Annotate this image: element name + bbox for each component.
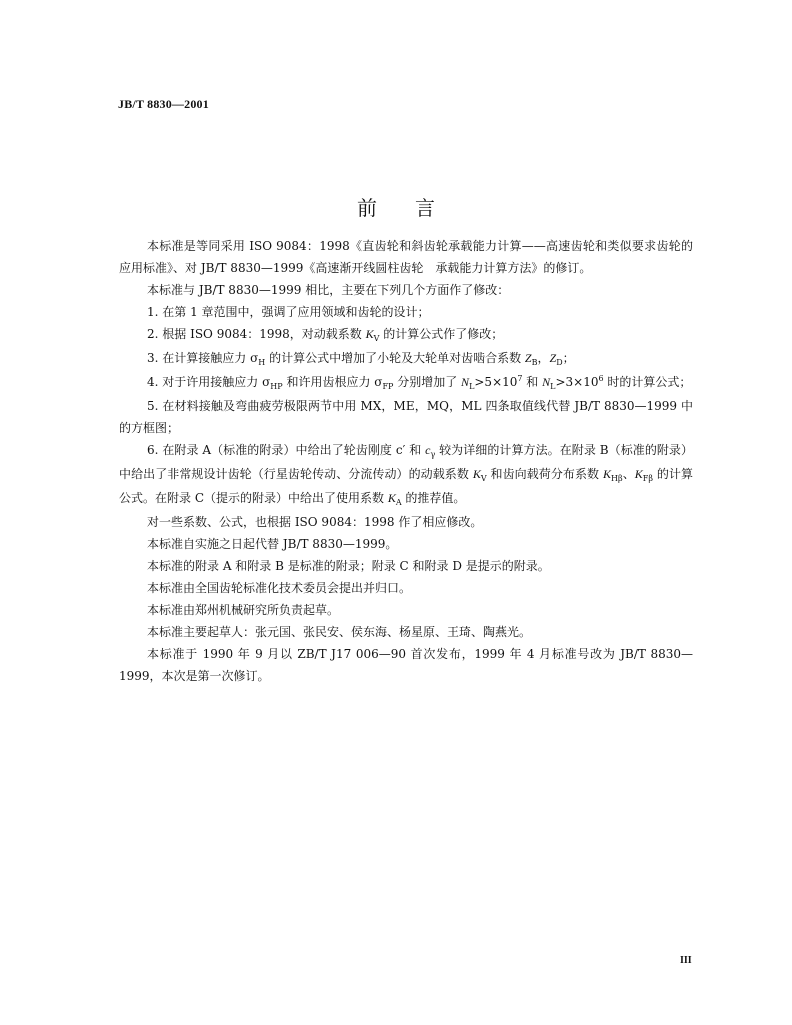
preface-body bbox=[119, 235, 693, 687]
list-item-3: 3. 在计算接触应力 $\sigma_H$ 的计算公式中增加了小轮及大轮单对齿啮合系数 $Z_B$，$Z_D$； bbox=[147, 351, 575, 367]
paragraph-3: 对一些系数、公式，也根据 ISO 9084：1998 作了相应修改。 bbox=[147, 515, 483, 529]
paragraph-2: 本标准与 JB/T 8830—1999 相比，主要在下列几个方面作了修改： bbox=[147, 283, 510, 297]
list-item-4: 4. 对于许用接触应力 $\sigma_{HP}$ 和许用齿根应力 $\sigma_{FP}$ 分别增加了 $N_L>5\times 10^7$ 和 $N_L>3\times 10^6$ 时的计算公式； bbox=[147, 374, 692, 391]
paragraph-5: 本标准的附录 A 和附录 B 是标准的附录；附录 C 和附录 D 是提示的附录。 bbox=[147, 559, 550, 573]
paragraph-1: 本标准是等同采用 ISO 9084：1998《直齿轮和斜齿轮承载能力计算——高速齿轮和类似要求齿轮的应用标准》、对 JB/T 8830—1999《高速渐开线圆柱齿轮 承载能力计算方法》的修订。 bbox=[119, 239, 693, 275]
page-number: III bbox=[680, 955, 692, 966]
paragraph-9: 本标准于 1990 年 9 月以 ZB/T J17 006—90 首次发布，1999 年 4 月标准号改为 JB/T 8830—1999，本次是第一次修订。 bbox=[119, 647, 693, 683]
list-item-2: 2. 根据 ISO 9084：1998，对动载系数 $K_V$ 的计算公式作了修改； bbox=[147, 327, 504, 343]
list-item-6: 6. 在附录 A（标准的附录）中给出了轮齿刚度 c′ 和 $c_\gamma$ 较为详细的计算方法。在附录 B（标准的附录）中给出了非常规设计齿轮（行星齿轮传动、分流传动）的动载系数 $K_V$ 和齿向载荷分布系数 $K_{H\beta}$、$K_{F\beta}$ 的计算公式。在附录 C（提示的附录）中给出了使用系数 $K_A$ 的推荐值。 bbox=[119, 443, 693, 507]
page-title: 前言 bbox=[357, 196, 473, 220]
paragraph-7: 本标准由郑州机械研究所负责起草。 bbox=[147, 603, 340, 617]
list-item-5: 5. 在材料接触及弯曲疲劳极限两节中用 MX，ME，MQ，ML 四条取值线代替 JB/T 8830—1999 中的方框图； bbox=[119, 399, 693, 435]
paragraph-8: 本标准主要起草人：张元国、张民安、侯东海、杨星原、王琦、陶燕光。 bbox=[147, 625, 532, 639]
paragraph-4: 本标准自实施之日起代替 JB/T 8830—1999。 bbox=[147, 537, 398, 551]
list-item-1: 1. 在第 1 章范围中，强调了应用领域和齿轮的设计； bbox=[147, 305, 430, 319]
paragraph-6: 本标准由全国齿轮标准化技术委员会提出并归口。 bbox=[147, 581, 412, 595]
document-code: JB/T 8830—2001 bbox=[118, 97, 209, 111]
